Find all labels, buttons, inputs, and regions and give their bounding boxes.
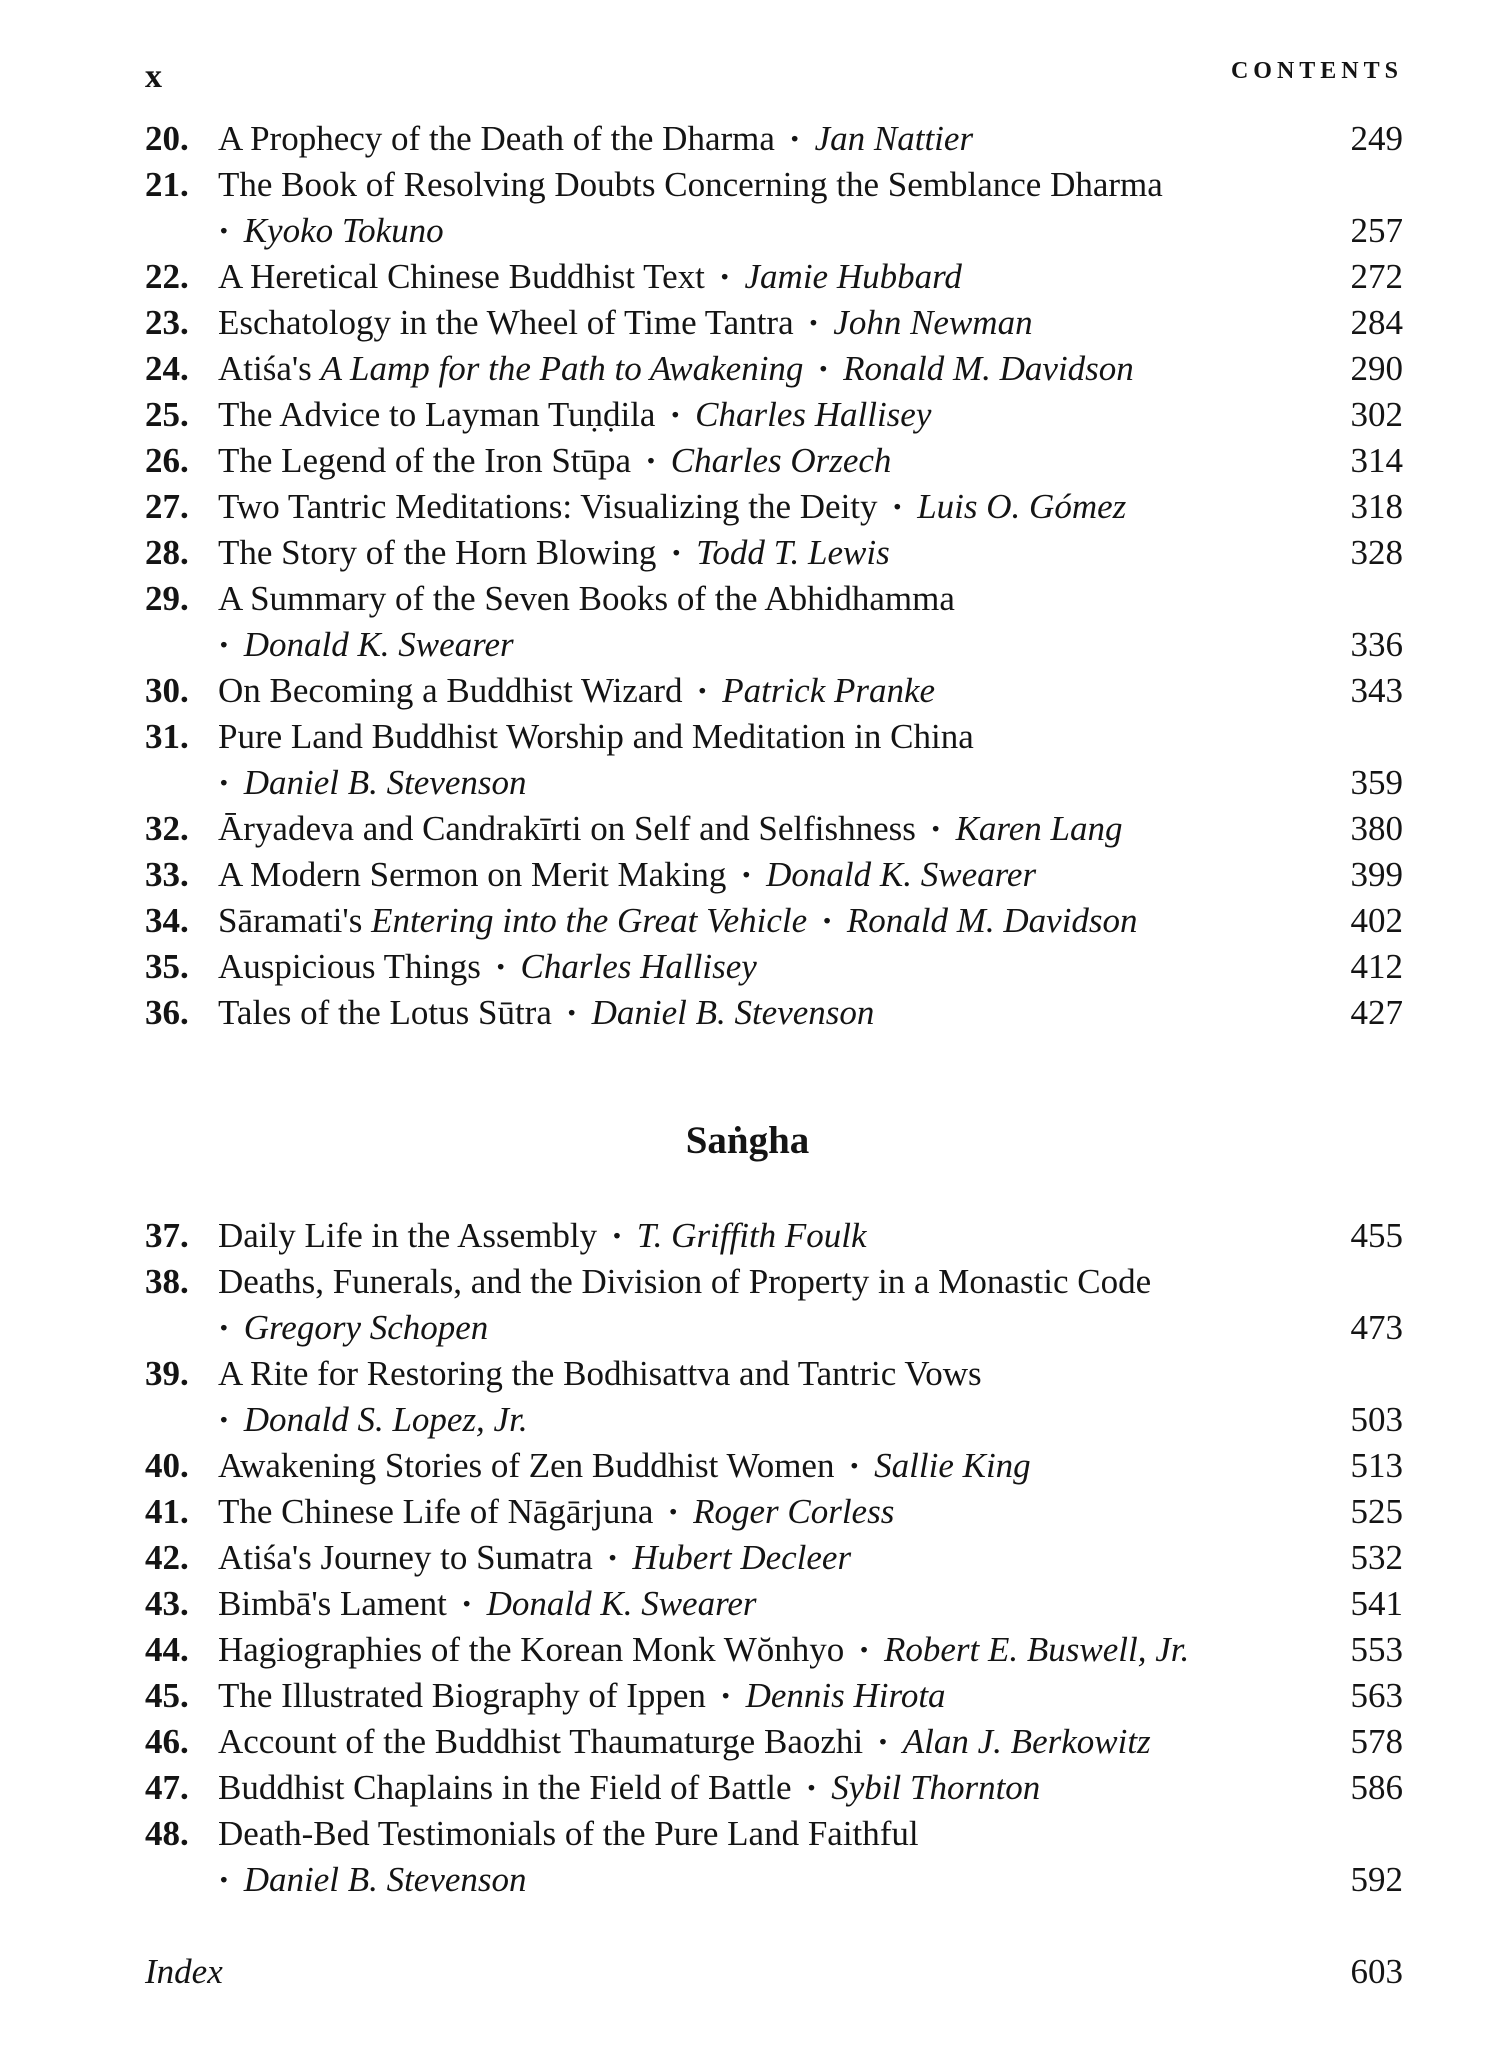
entry-number: 40. [145, 1446, 189, 1485]
entry-page: 328 [1350, 533, 1403, 572]
entry-author: Donald K. Swearer [243, 625, 514, 664]
entry-title: On Becoming a Buddhist Wizard [218, 671, 683, 710]
entry-author: Ronald M. Davidson [843, 349, 1134, 388]
entry-title: The Book of Resolving Doubts Concerning the Semblance Dharma [218, 165, 1163, 204]
index-page: 603 [1350, 1952, 1403, 1991]
toc-entry-41[interactable]: 41. The Chinese Life of Nāgārjuna · Roger Corless 525 [145, 1489, 1403, 1535]
entry-page: 541 [1350, 1584, 1403, 1623]
toc-entry-28[interactable]: 28. The Story of the Horn Blowing · Todd T. Lewis 328 [145, 530, 1403, 576]
toc-entry-38[interactable]: 38. Deaths, Funerals, and the Division of Property in a Monastic Code · Gregory Schopen 473 [145, 1259, 1403, 1351]
entry-title: A Modern Sermon on Merit Making [218, 855, 727, 894]
toc-entry-43[interactable]: 43. Bimbā's Lament · Donald K. Swearer 541 [145, 1581, 1403, 1627]
entry-title-prefix: Atiśa's [218, 349, 321, 388]
toc-entry-37[interactable]: 37. Daily Life in the Assembly · T. Griffith Foulk 455 [145, 1213, 1403, 1259]
entry-author: Alan J. Berkowitz [902, 1722, 1151, 1761]
entry-number: 45. [145, 1676, 189, 1715]
entry-number: 23. [145, 303, 189, 342]
entry-number: 33. [145, 855, 189, 894]
entry-number: 28. [145, 533, 189, 572]
entry-author: Luis O. Gómez [917, 487, 1127, 526]
entry-author: Donald S. Lopez, Jr. [243, 1400, 528, 1439]
entry-author: Sybil Thornton [831, 1768, 1041, 1807]
entry-author: Robert E. Buswell, Jr. [883, 1630, 1190, 1669]
entry-number: 31. [145, 717, 189, 756]
page-header [145, 52, 1403, 102]
entry-title: The Legend of the Iron Stūpa [218, 441, 632, 480]
toc-entry-23[interactable]: 23. Eschatology in the Wheel of Time Tantra · John Newman 284 [145, 300, 1403, 346]
index-label: Index [145, 1952, 223, 1991]
entry-title: Account of the Buddhist Thaumaturge Baozhi [218, 1722, 864, 1761]
entry-page: 563 [1350, 1676, 1403, 1715]
entry-title: Atiśa's Journey to Sumatra [218, 1538, 593, 1577]
entry-number: 46. [145, 1722, 189, 1761]
entry-title: Awakening Stories of Zen Buddhist Women [218, 1446, 835, 1485]
toc-entry-32[interactable]: 32. Āryadeva and Candrakīrti on Self and Selfishness · Karen Lang 380 [145, 806, 1403, 852]
entry-author: Charles Orzech [670, 441, 892, 480]
entry-number: 39. [145, 1354, 189, 1393]
entry-author: Roger Corless [693, 1492, 895, 1531]
entry-page: 257 [1350, 211, 1403, 250]
entry-number: 21. [145, 165, 189, 204]
entry-page: 525 [1350, 1492, 1403, 1531]
entry-number: 44. [145, 1630, 189, 1669]
entry-number: 22. [145, 257, 189, 296]
entry-number: 27. [145, 487, 189, 526]
entry-author: Donald K. Swearer [486, 1584, 757, 1623]
entry-title-prefix: Sāramati's [218, 901, 372, 940]
entry-page: 290 [1350, 349, 1403, 388]
entry-page: 586 [1350, 1768, 1403, 1807]
entry-page: 302 [1350, 395, 1403, 434]
entry-author: Charles Hallisey [520, 947, 757, 986]
toc-entry-35[interactable]: 35. Auspicious Things · Charles Hallisey 412 [145, 944, 1403, 990]
entry-author: Karen Lang [955, 809, 1123, 848]
entry-title: Auspicious Things [218, 947, 481, 986]
entry-author: Kyoko Tokuno [243, 211, 444, 250]
toc-list-part1 [145, 116, 1403, 1036]
entry-number: 32. [145, 809, 189, 848]
entry-title: Eschatology in the Wheel of Time Tantra [218, 303, 794, 342]
entry-page: 249 [1350, 119, 1403, 158]
entry-author: T. Griffith Foulk [636, 1216, 867, 1255]
toc-entry-47[interactable]: 47. Buddhist Chaplains in the Field of Battle · Sybil Thornton 586 [145, 1765, 1403, 1811]
entry-number: 20. [145, 119, 189, 158]
entry-title: A Rite for Restoring the Bodhisattva and Tantric Vows [218, 1354, 982, 1393]
entry-number: 37. [145, 1216, 189, 1255]
entry-author: Daniel B. Stevenson [591, 993, 875, 1032]
entry-number: 36. [145, 993, 189, 1032]
entry-page: 427 [1350, 993, 1403, 1032]
entry-title: Bimbā's Lament [218, 1584, 447, 1623]
entry-author: John Newman [833, 303, 1033, 342]
entry-author: Patrick Pranke [722, 671, 936, 710]
page-folio: x [145, 58, 162, 95]
toc-entry-44[interactable]: 44. Hagiographies of the Korean Monk Wŏnhyo · Robert E. Buswell, Jr. 553 [145, 1627, 1403, 1673]
entry-title: The Illustrated Biography of Ippen [218, 1676, 706, 1715]
toc-entry-42[interactable]: 42. Atiśa's Journey to Sumatra · Hubert Decleer 532 [145, 1535, 1403, 1581]
toc-entry-46[interactable]: 46. Account of the Buddhist Thaumaturge Baozhi · Alan J. Berkowitz 578 [145, 1719, 1403, 1765]
entry-title: Daily Life in the Assembly [218, 1216, 598, 1255]
entry-page: 532 [1350, 1538, 1403, 1577]
section-heading-sangha: Saṅgha [685, 1119, 810, 1162]
entry-page: 399 [1350, 855, 1403, 894]
toc-entry-34[interactable]: 34. Sāramati's Entering into the Great Vehicle · Ronald M. Davidson 402 [145, 898, 1403, 944]
entry-title: Hagiographies of the Korean Monk Wŏnhyo [218, 1630, 845, 1669]
entry-author: Jamie Hubbard [744, 257, 962, 296]
toc-entry-21[interactable]: 21. The Book of Resolving Doubts Concerning the Semblance Dharma · Kyoko Tokuno 257 [145, 162, 1403, 254]
entry-number: 34. [145, 901, 189, 940]
toc-entry-20[interactable]: 20. A Prophecy of the Death of the Dharma · Jan Nattier 249 [145, 116, 1403, 162]
entry-title: A Prophecy of the Death of the Dharma [218, 119, 775, 158]
entry-title-italic: A Lamp for the Path to Awakening [320, 349, 804, 388]
entry-page: 318 [1350, 487, 1403, 526]
entry-page: 455 [1350, 1216, 1403, 1255]
entry-page: 402 [1350, 901, 1403, 940]
entry-title-italic: Entering into the Great Vehicle [371, 901, 808, 940]
toc-entry-27[interactable]: 27. Two Tantric Meditations: Visualizing the Deity · Luis O. Gómez 318 [145, 484, 1403, 530]
entry-page: 272 [1350, 257, 1403, 296]
entry-title: The Advice to Layman Tuṇḍila [218, 395, 656, 434]
entry-page: 473 [1350, 1308, 1403, 1347]
toc-entry-22[interactable]: 22. A Heretical Chinese Buddhist Text · Jamie Hubbard 272 [145, 254, 1403, 300]
entry-number: 42. [145, 1538, 189, 1577]
toc-entry-25[interactable]: 25. The Advice to Layman Tuṇḍila · Charles Hallisey 302 [145, 392, 1403, 438]
toc-list-part2 [145, 1213, 1403, 1903]
entry-number: 24. [145, 349, 189, 388]
entry-title: Death-Bed Testimonials of the Pure Land Faithful [218, 1814, 919, 1853]
entry-title: The Chinese Life of Nāgārjuna [218, 1492, 654, 1531]
entry-title: Āryadeva and Candrakīrti on Self and Selfishness [218, 809, 916, 848]
entry-page: 336 [1350, 625, 1403, 664]
toc-entry-24[interactable]: 24. Atiśa's A Lamp for the Path to Awakening · Ronald M. Davidson 290 [145, 346, 1403, 392]
entry-page: 412 [1350, 947, 1403, 986]
entry-number: 48. [145, 1814, 189, 1853]
toc-entry-45[interactable]: 45. The Illustrated Biography of Ippen · Dennis Hirota 563 [145, 1673, 1403, 1719]
entry-title: Two Tantric Meditations: Visualizing the Deity [218, 487, 878, 526]
toc-entry-48[interactable]: 48. Death-Bed Testimonials of the Pure Land Faithful · Daniel B. Stevenson 592 [145, 1811, 1403, 1903]
running-head: CONTENTS [1230, 58, 1403, 84]
entry-page: 284 [1350, 303, 1403, 342]
entry-number: 30. [145, 671, 189, 710]
entry-number: 41. [145, 1492, 189, 1531]
entry-title: A Heretical Chinese Buddhist Text [218, 257, 705, 296]
entry-title: Deaths, Funerals, and the Division of Property in a Monastic Code [218, 1262, 1152, 1301]
entry-page: 359 [1350, 763, 1403, 802]
entry-page: 513 [1350, 1446, 1403, 1485]
entry-number: 25. [145, 395, 189, 434]
entry-page: 314 [1350, 441, 1403, 480]
toc-entry-31[interactable]: 31. Pure Land Buddhist Worship and Meditation in China · Daniel B. Stevenson 359 [145, 714, 1403, 806]
entry-author: Dennis Hirota [745, 1676, 946, 1715]
entry-number: 29. [145, 579, 189, 618]
toc-entry-26[interactable]: 26. The Legend of the Iron Stūpa · Charles Orzech 314 [145, 438, 1403, 484]
entry-author: Daniel B. Stevenson [243, 1860, 527, 1899]
entry-page: 343 [1350, 671, 1403, 710]
entry-title: Tales of the Lotus Sūtra [218, 993, 552, 1032]
entry-number: 35. [145, 947, 189, 986]
entry-page: 553 [1350, 1630, 1403, 1669]
toc-entry-29[interactable]: 29. A Summary of the Seven Books of the Abhidhamma · Donald K. Swearer 336 [145, 576, 1403, 668]
toc-entry-30[interactable]: 30. On Becoming a Buddhist Wizard · Patrick Pranke 343 [145, 668, 1403, 714]
entry-number: 38. [145, 1262, 189, 1301]
entry-author: Todd T. Lewis [696, 533, 890, 572]
entry-title: Pure Land Buddhist Worship and Meditation in China [218, 717, 974, 756]
entry-page: 380 [1350, 809, 1403, 848]
entry-author: Donald K. Swearer [766, 855, 1037, 894]
entry-author: Charles Hallisey [695, 395, 932, 434]
toc-entry-40[interactable]: 40. Awakening Stories of Zen Buddhist Women · Sallie King 513 [145, 1443, 1403, 1489]
toc-entry-36[interactable]: 36. Tales of the Lotus Sūtra · Daniel B. Stevenson 427 [145, 990, 1403, 1036]
entry-number: 43. [145, 1584, 189, 1623]
entry-number: 47. [145, 1768, 189, 1807]
entry-author: Gregory Schopen [243, 1308, 489, 1347]
toc-entry-33[interactable]: 33. A Modern Sermon on Merit Making · Donald K. Swearer 399 [145, 852, 1403, 898]
entry-page: 592 [1350, 1860, 1403, 1899]
toc-entry-index[interactable] [145, 1952, 1403, 1992]
entry-page: 503 [1350, 1400, 1403, 1439]
entry-author: Daniel B. Stevenson [243, 763, 527, 802]
entry-page: 578 [1350, 1722, 1403, 1761]
entry-title: Buddhist Chaplains in the Field of Battle [218, 1768, 792, 1807]
entry-title: A Summary of the Seven Books of the Abhidhamma [218, 579, 955, 618]
entry-author: Jan Nattier [814, 119, 974, 158]
toc-entry-39[interactable]: 39. A Rite for Restoring the Bodhisattva and Tantric Vows · Donald S. Lopez, Jr. 503 [145, 1351, 1403, 1443]
entry-author: Ronald M. Davidson [846, 901, 1138, 940]
entry-author: Hubert Decleer [632, 1538, 852, 1577]
entry-author: Sallie King [874, 1446, 1031, 1485]
entry-number: 26. [145, 441, 189, 480]
entry-title: The Story of the Horn Blowing [218, 533, 657, 572]
